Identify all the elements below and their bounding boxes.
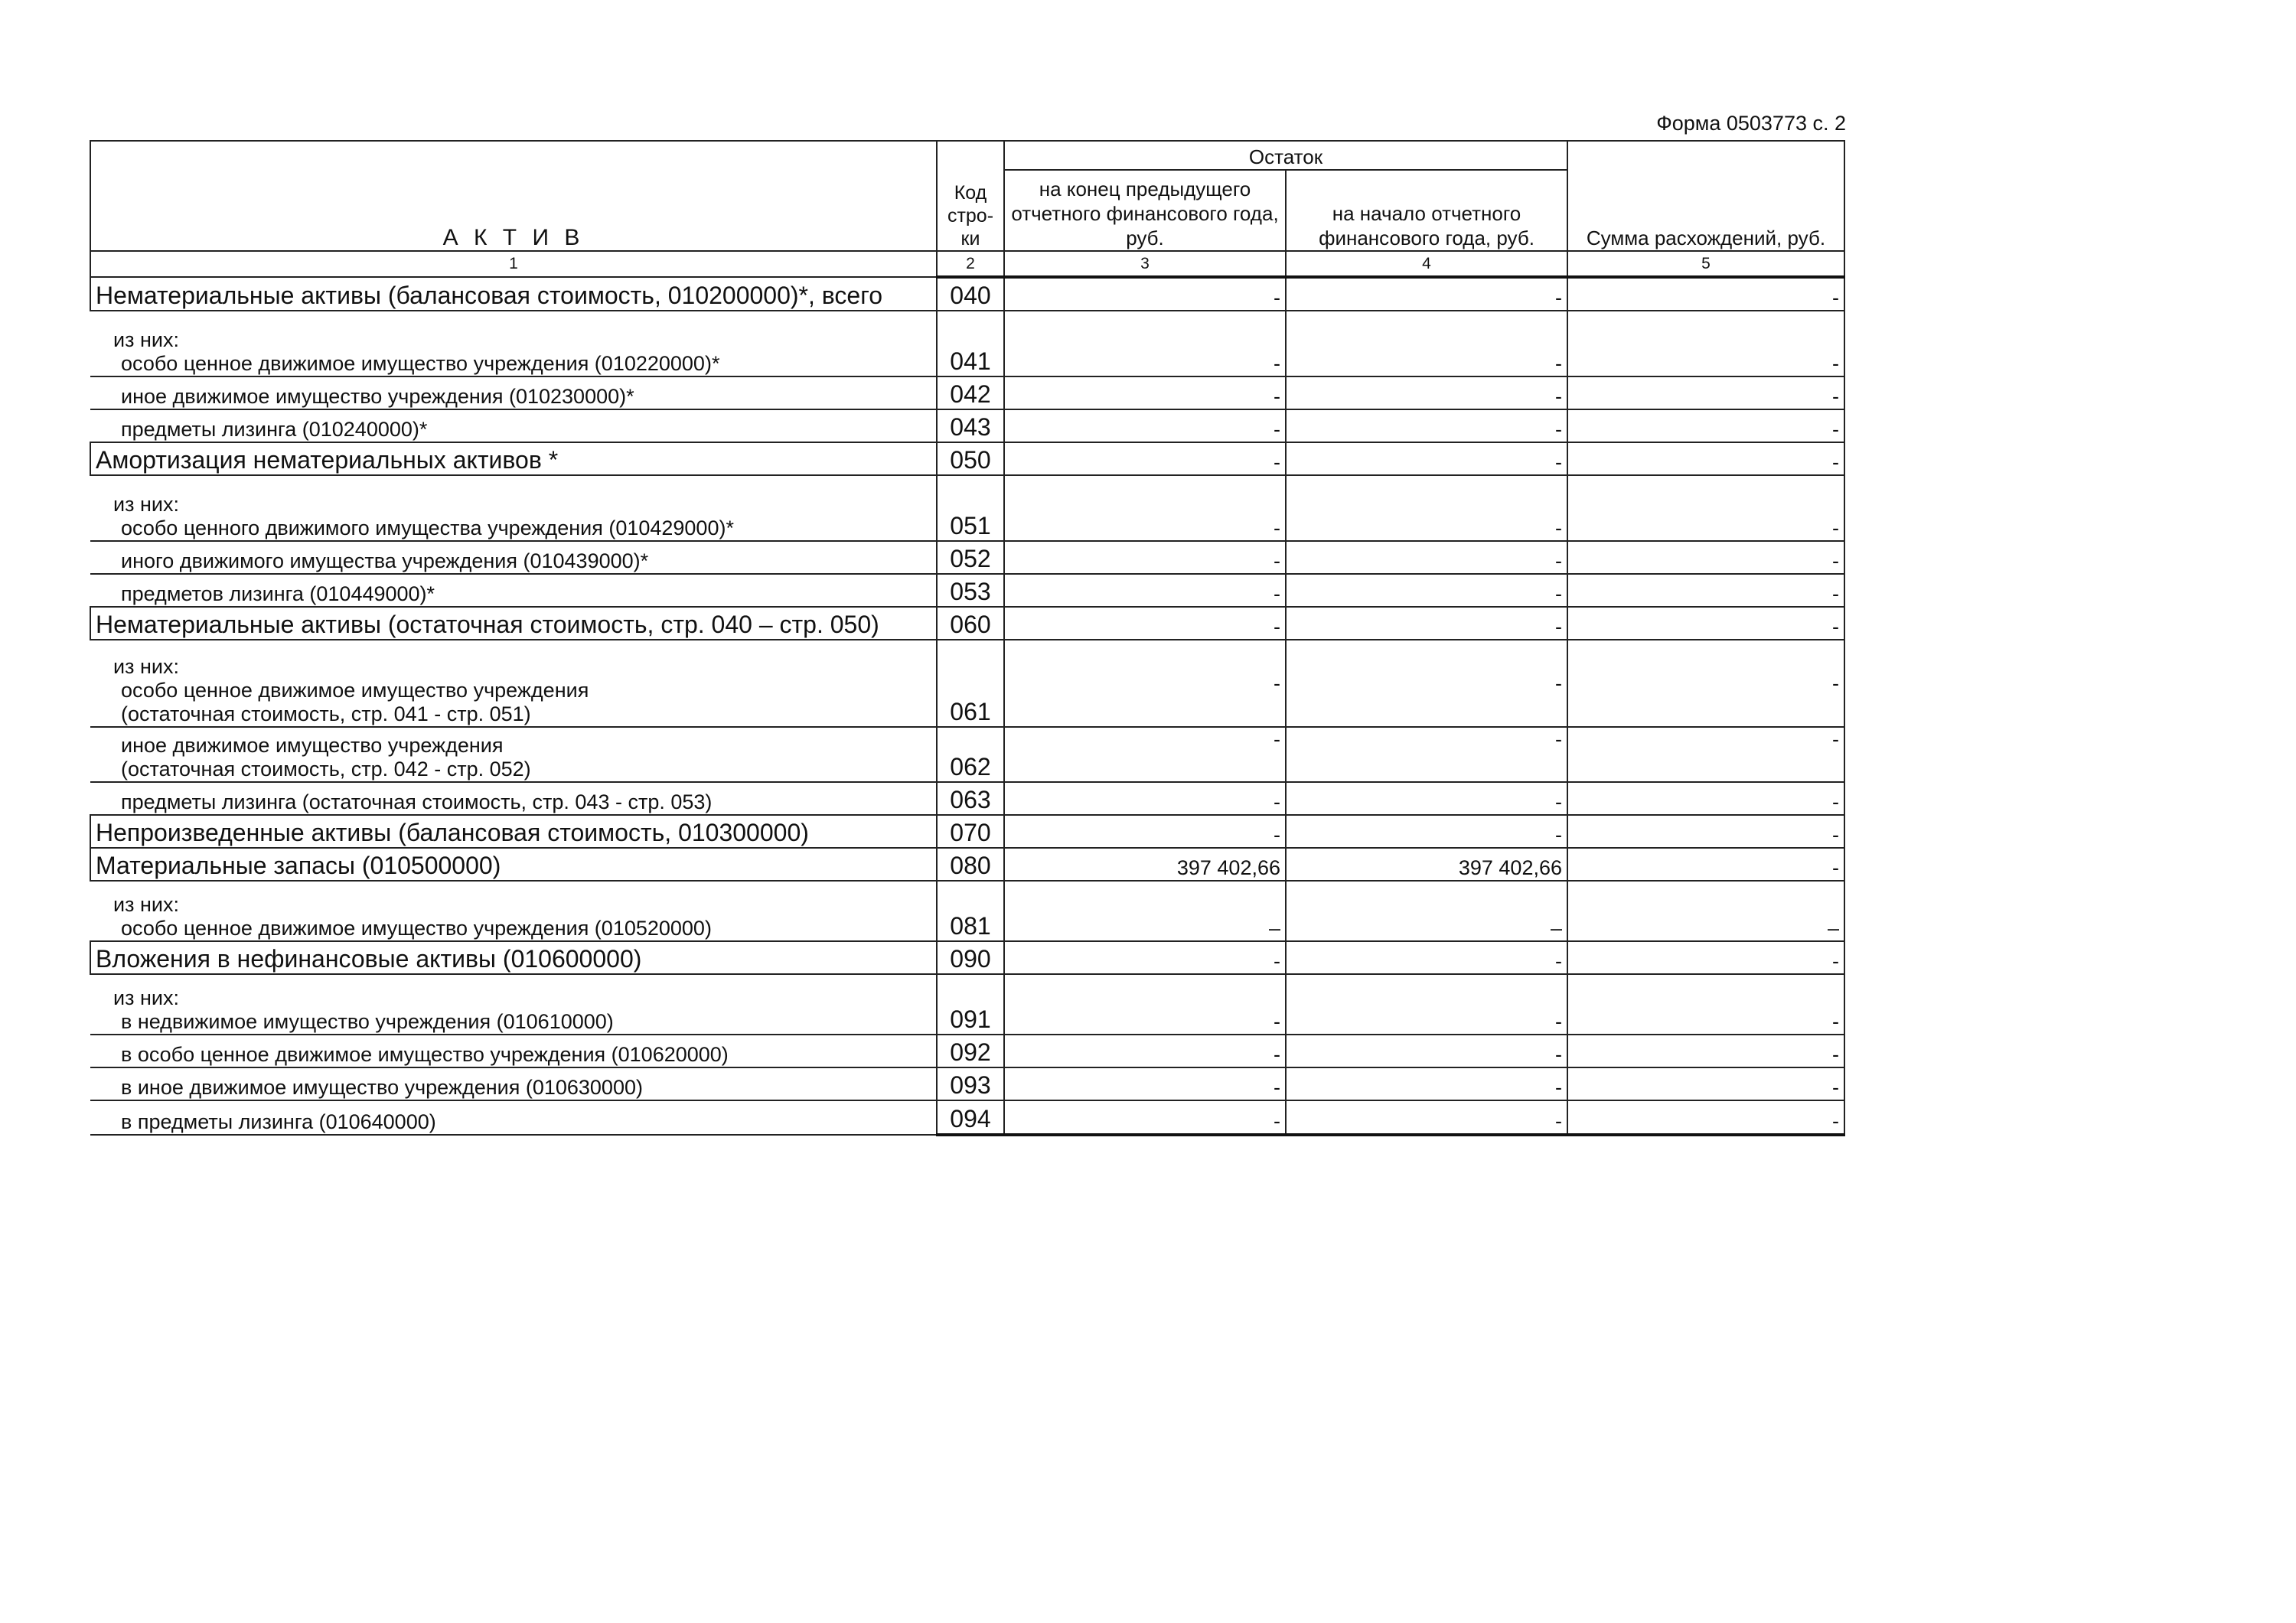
row-value-col3: - [1004, 1067, 1286, 1100]
row-name-cell [90, 277, 937, 311]
row-value-col4: - [1286, 475, 1567, 541]
row-name: иное движимое имущество учреждения [121, 734, 504, 757]
row-value-col3: - [1004, 941, 1286, 974]
row-name-cell [90, 815, 937, 848]
row-code: 052 [937, 541, 1004, 574]
row-value-col5: - [1567, 1035, 1844, 1067]
form-code: Форма 0503773 с. 2 [1656, 112, 1846, 135]
row-name: Амортизация нематериальных активов * [96, 446, 559, 474]
row-value-col4: - [1286, 311, 1567, 376]
row-name-cell [90, 782, 937, 815]
row-code: 091 [937, 974, 1004, 1035]
row-value-col5: - [1567, 475, 1844, 541]
row-value-col4: - [1286, 727, 1567, 782]
row-prefix: из них: [113, 893, 179, 916]
row-name: Нематериальные активы (балансовая стоимость, 010200000)*, всего [96, 282, 882, 309]
table-row [90, 311, 1844, 376]
row-value-col5: - [1567, 974, 1844, 1035]
row-value-col5: - [1567, 848, 1844, 881]
row-code: 090 [937, 941, 1004, 974]
row-name: Нематериальные активы (остаточная стоимость, стр. 040 – стр. 050) [96, 611, 879, 638]
row-name: иного движимого имущества учреждения (010439000)* [121, 549, 649, 572]
table-row [90, 1067, 1844, 1100]
row-value-col4: - [1286, 941, 1567, 974]
row-value-col3: - [1004, 409, 1286, 442]
row-value-col4: - [1286, 376, 1567, 409]
row-value-col3: - [1004, 442, 1286, 475]
table-row [90, 277, 1844, 311]
table-row [90, 815, 1844, 848]
row-value-col4: - [1286, 782, 1567, 815]
row-name-cell [90, 1067, 937, 1100]
row-name: Непроизведенные активы (балансовая стоимость, 010300000) [96, 819, 809, 846]
row-value-col3: - [1004, 311, 1286, 376]
row-value-col4: - [1286, 640, 1567, 727]
row-value-col4: - [1286, 1035, 1567, 1067]
table-row [90, 409, 1844, 442]
row-value-col3: - [1004, 1100, 1286, 1135]
row-name-cell [90, 541, 937, 574]
row-name: в особо ценное движимое имущество учреждения (010620000) [121, 1043, 729, 1066]
row-code: 042 [937, 376, 1004, 409]
row-name-cell [90, 409, 937, 442]
row-code: 050 [937, 442, 1004, 475]
table-body [90, 277, 1844, 1135]
row-value-col5: - [1567, 409, 1844, 442]
row-name-cell [90, 475, 937, 541]
row-prefix: из них: [113, 655, 179, 678]
row-value-col3: - [1004, 475, 1286, 541]
row-name: особо ценное движимое имущество учреждения [121, 679, 589, 702]
row-name-cell [90, 1100, 937, 1135]
row-name-cell [90, 1035, 937, 1067]
table-row [90, 376, 1844, 409]
row-name-cell [90, 442, 937, 475]
row-value-col5: - [1567, 941, 1844, 974]
row-prefix: из них: [113, 986, 179, 1009]
row-value-col3: - [1004, 376, 1286, 409]
row-code: 040 [937, 277, 1004, 311]
row-value-col3: - [1004, 782, 1286, 815]
row-name-cell [90, 376, 937, 409]
row-name: в иное движимое имущество учреждения (010630000) [121, 1076, 643, 1099]
row-value-col5: - [1567, 782, 1844, 815]
row-value-col5: - [1567, 442, 1844, 475]
row-name-cell [90, 574, 937, 607]
row-name: предметы лизинга (010240000)* [121, 418, 428, 441]
col-number-1: 1 [90, 251, 937, 277]
row-value-col5: - [1567, 277, 1844, 311]
row-value-col3: - [1004, 727, 1286, 782]
row-value-col3: - [1004, 1035, 1286, 1067]
header-col3: на конец предыдущего отчетного финансового года, руб. [1004, 170, 1286, 251]
row-name-cell [90, 607, 937, 640]
row-code: 041 [937, 311, 1004, 376]
row-code: 043 [937, 409, 1004, 442]
row-value-col3: 397 402,66 [1004, 848, 1286, 881]
row-value-col4: – [1286, 881, 1567, 941]
col-number-2: 2 [937, 251, 1004, 277]
table-row [90, 881, 1844, 941]
row-name: иное движимое имущество учреждения (010230000)* [121, 385, 634, 408]
row-code: 093 [937, 1067, 1004, 1100]
header-aktiv: А К Т И В [90, 141, 937, 251]
row-name-cell [90, 881, 937, 941]
row-value-col5: - [1567, 541, 1844, 574]
row-value-col5: - [1567, 607, 1844, 640]
table-row [90, 475, 1844, 541]
row-name: особо ценного движимого имущества учреждения (010429000)* [121, 517, 734, 539]
row-value-col5: – [1567, 881, 1844, 941]
row-code: 081 [937, 881, 1004, 941]
row-code: 070 [937, 815, 1004, 848]
table-row [90, 782, 1844, 815]
row-name: особо ценное движимое имущество учреждения (010520000) [121, 917, 712, 940]
row-name: в предметы лизинга (010640000) [121, 1110, 436, 1133]
row-code: 060 [937, 607, 1004, 640]
table-row [90, 941, 1844, 974]
row-value-col3: - [1004, 607, 1286, 640]
row-name-line2: (остаточная стоимость, стр. 042 - стр. 052) [121, 758, 531, 781]
row-value-col5: - [1567, 574, 1844, 607]
row-value-col5: - [1567, 727, 1844, 782]
header-code: Код стро- ки [937, 141, 1004, 251]
row-name: Вложения в нефинансовые активы (010600000) [96, 945, 642, 973]
table-row [90, 1100, 1844, 1135]
row-prefix: из них: [113, 493, 179, 516]
row-code: 092 [937, 1035, 1004, 1067]
row-value-col4: - [1286, 409, 1567, 442]
row-code: 062 [937, 727, 1004, 782]
row-name-cell [90, 848, 937, 881]
table-row [90, 1035, 1844, 1067]
table-row [90, 974, 1844, 1035]
table-row [90, 848, 1844, 881]
row-name-cell [90, 311, 937, 376]
row-name: Материальные запасы (010500000) [96, 852, 501, 879]
header-col5: Сумма расхождений, руб. [1567, 141, 1844, 251]
row-value-col3: - [1004, 974, 1286, 1035]
row-value-col3: - [1004, 815, 1286, 848]
row-prefix: из них: [113, 328, 179, 351]
row-code: 053 [937, 574, 1004, 607]
row-name-cell [90, 727, 937, 782]
row-name: предметы лизинга (остаточная стоимость, стр. 043 - стр. 053) [121, 790, 713, 813]
row-value-col4: - [1286, 277, 1567, 311]
table-row [90, 541, 1844, 574]
table-row [90, 442, 1844, 475]
row-value-col5: - [1567, 1067, 1844, 1100]
header-col4: на начало отчетного финансового года, руб. [1286, 170, 1567, 251]
row-name: особо ценное движимое имущество учреждения (010220000)* [121, 352, 720, 375]
row-code: 094 [937, 1100, 1004, 1135]
row-value-col4: - [1286, 607, 1567, 640]
row-code: 061 [937, 640, 1004, 727]
row-value-col3: - [1004, 640, 1286, 727]
row-value-col5: - [1567, 1100, 1844, 1135]
row-code: 080 [937, 848, 1004, 881]
row-name-line2: (остаточная стоимость, стр. 041 - стр. 051) [121, 702, 531, 725]
row-value-col4: - [1286, 574, 1567, 607]
row-name-cell [90, 941, 937, 974]
row-name: предметов лизинга (010449000)* [121, 582, 435, 605]
col-number-4: 4 [1286, 251, 1567, 277]
row-value-col4: - [1286, 442, 1567, 475]
row-value-col4: - [1286, 1067, 1567, 1100]
row-name-cell [90, 640, 937, 727]
row-value-col5: - [1567, 815, 1844, 848]
table-row [90, 640, 1844, 727]
col-number-5: 5 [1567, 251, 1844, 277]
row-value-col5: - [1567, 376, 1844, 409]
table-row [90, 727, 1844, 782]
row-value-col3: - [1004, 541, 1286, 574]
table-row [90, 607, 1844, 640]
row-value-col4: - [1286, 541, 1567, 574]
row-value-col4: - [1286, 974, 1567, 1035]
balance-table [90, 140, 1845, 1136]
header-ostatok: Остаток [1004, 141, 1567, 170]
table-row [90, 574, 1844, 607]
row-value-col4: - [1286, 1100, 1567, 1135]
row-value-col3: – [1004, 881, 1286, 941]
row-code: 051 [937, 475, 1004, 541]
row-value-col3: - [1004, 574, 1286, 607]
row-name: в недвижимое имущество учреждения (010610000) [121, 1010, 614, 1033]
row-value-col4: - [1286, 815, 1567, 848]
row-code: 063 [937, 782, 1004, 815]
row-value-col5: - [1567, 640, 1844, 727]
row-value-col4: 397 402,66 [1286, 848, 1567, 881]
row-name-cell [90, 974, 937, 1035]
col-number-3: 3 [1004, 251, 1286, 277]
row-value-col3: - [1004, 277, 1286, 311]
row-value-col5: - [1567, 311, 1844, 376]
